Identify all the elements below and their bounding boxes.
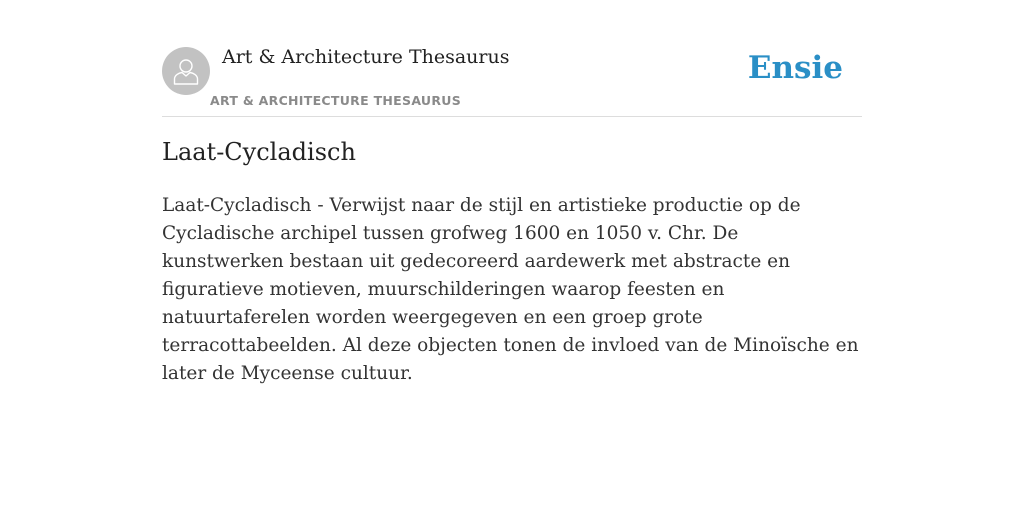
avatar[interactable] xyxy=(162,47,210,95)
user-silhouette-icon xyxy=(173,57,199,85)
page-header xyxy=(162,40,862,117)
author-name[interactable]: Art & Architecture Thesaurus xyxy=(222,46,510,68)
article-body: Laat-Cycladisch - Verwijst naar de stijl en artistieke productie op de Cycladische archipel tussen grofweg 1600 en 1050 v. Chr. De kunstwerken bestaan uit gedecoreerd aardewerk met abstracte en figuratieve motieven, muurschilderingen waarop feesten en natuurtaferelen worden weergegeven en een groep grote terracottabeelden. Al deze objecten tonen de invloed van de Minoïsche en later de Myceense cultuur. xyxy=(162,195,859,384)
author-subtitle[interactable]: ART & ARCHITECTURE THESAURUS xyxy=(210,93,462,108)
page-title: Laat-Cycladisch xyxy=(162,138,356,166)
brand-logo[interactable]: Ensie xyxy=(747,50,843,86)
